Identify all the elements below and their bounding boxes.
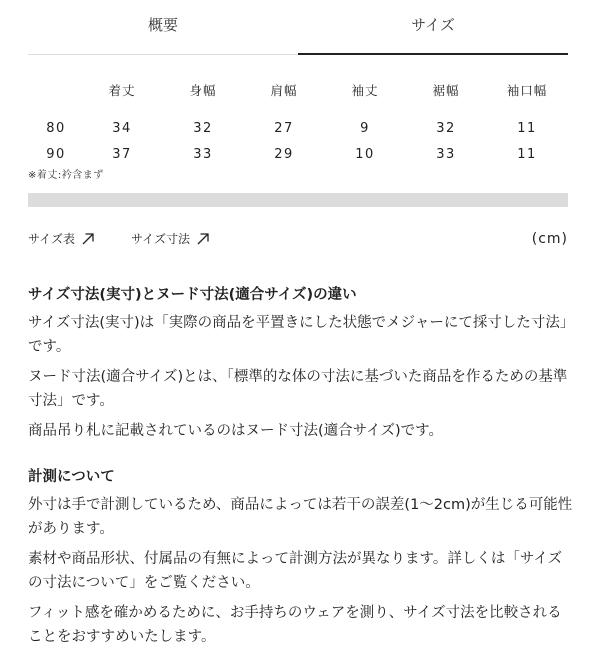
measurement-section <box>28 465 573 655</box>
table-header-row <box>28 78 568 104</box>
table-cell: 33 <box>193 147 213 162</box>
size-measure-link[interactable] <box>131 226 210 252</box>
section-paragraph: フィット感を確かめるために、お手持ちのウェアを測り、サイズ寸法を比較されることをおすすめいたします。 <box>28 605 562 645</box>
arrow-up-right-icon <box>196 232 210 246</box>
tab-overview[interactable]: 概要 <box>147 16 178 34</box>
table-cell: 32 <box>436 121 456 136</box>
size-measure-link-label: サイズ寸法 <box>131 232 191 246</box>
table-header-cell: 袖口幅 <box>506 83 548 98</box>
table-header-cell: 袖丈 <box>351 83 379 98</box>
table-cell: 11 <box>517 121 537 136</box>
section-heading: 計測について <box>28 469 115 485</box>
table-row <box>28 116 568 142</box>
size-chart-link-label: サイズ表 <box>28 232 76 246</box>
table-cell: 11 <box>517 147 537 162</box>
size-links-row <box>28 226 568 252</box>
table-header-cell: 肩幅 <box>270 83 298 98</box>
table-header-cell: 身幅 <box>189 83 217 98</box>
table-header-cell: 裾幅 <box>432 83 460 98</box>
table-cell: 9 <box>360 121 370 136</box>
table-header-cell: 着丈 <box>108 83 136 98</box>
table-cell: 80 <box>46 121 66 136</box>
section-paragraph: 商品吊り札に記載されているのはヌード寸法(適合サイズ)です。 <box>28 423 443 439</box>
tab-size[interactable]: サイズ <box>298 0 568 55</box>
section-paragraph: 外寸は手で計測しているため、商品によっては若干の誤差(1〜2cm)が生じる可能性があります。 <box>28 497 573 537</box>
section-paragraph: 素材や商品形状、付属品の有無によって計測方法が異なります。詳しくは「サイズの寸法について」をご覧ください。 <box>28 551 563 591</box>
table-cell: 10 <box>355 147 375 162</box>
horizontal-scrollbar[interactable] <box>28 193 568 207</box>
table-cell: 33 <box>436 147 456 162</box>
section-paragraph: ヌード寸法(適合サイズ)とは、「標準的な体の寸法に基づいた商品を作るための基準寸法」です。 <box>28 369 568 409</box>
table-cell: 29 <box>274 147 294 162</box>
unit-label: (cm) <box>531 231 568 247</box>
table-row <box>28 142 568 168</box>
section-paragraph: サイズ寸法(実寸)は「実際の商品を平置きにした状態でメジャーにて採寸した寸法」です。 <box>28 315 568 355</box>
arrow-up-right-icon <box>81 232 95 246</box>
table-cell: 32 <box>193 121 213 136</box>
table-note: ※着丈:衿含まず <box>28 170 104 181</box>
size-table <box>28 78 568 168</box>
table-cell: 34 <box>112 121 132 136</box>
size-difference-section <box>28 283 573 449</box>
table-cell: 27 <box>274 121 294 136</box>
table-cell: 37 <box>112 147 132 162</box>
section-heading: サイズ寸法(実寸)とヌード寸法(適合サイズ)の違い <box>28 287 357 303</box>
tab-bar <box>28 0 568 55</box>
size-chart-link[interactable] <box>28 226 95 252</box>
table-cell: 90 <box>46 147 66 162</box>
